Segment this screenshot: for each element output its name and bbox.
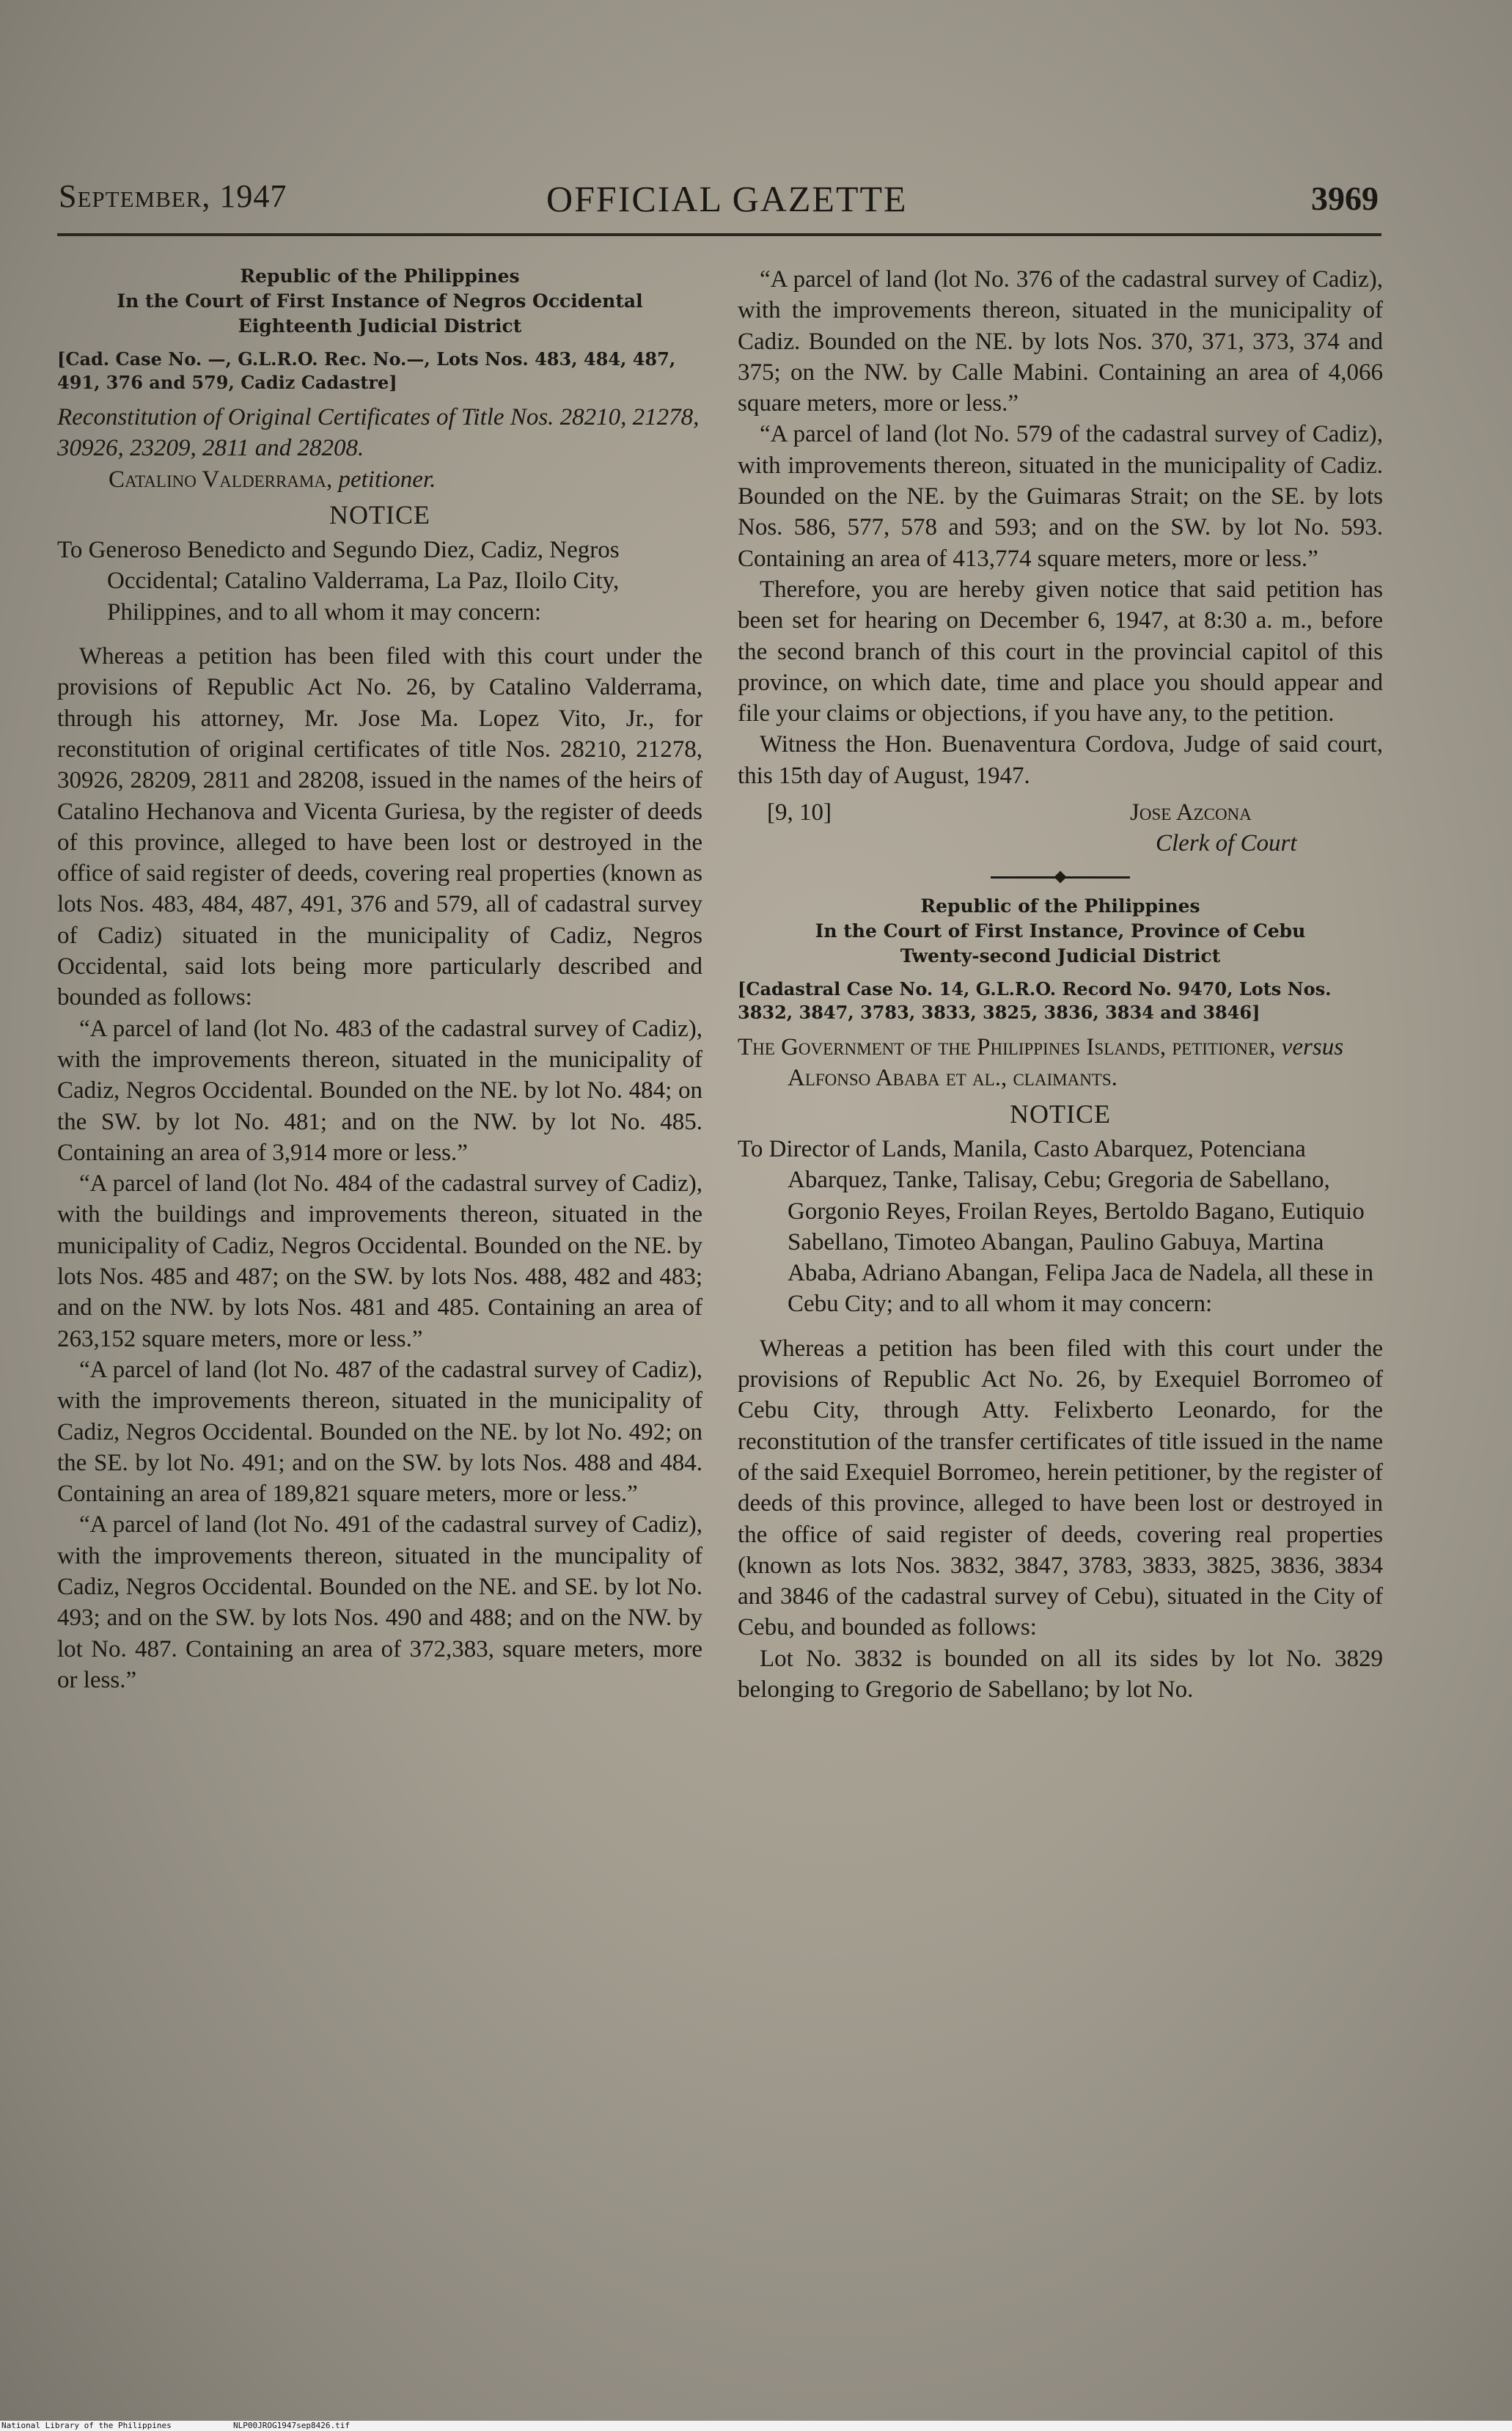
court-line: Republic of the Philippines	[240, 265, 520, 287]
court-line: Twenty-second Judicial District	[900, 945, 1221, 967]
paragraph: “A parcel of land (lot No. 579 of the cadastral survey of Cadiz), with improvements thereon, situated in the municipality of Cadiz. Bounded on the NE. by the Guimaras Strait; on the SE. by lots Nos. 586, 577, 578 and 593; and on the SW. by lot No. 593. Containing an area of 413,774 square meters, more or less.”	[738, 421, 1383, 572]
scan-footer	[0, 2421, 1512, 2431]
court-line: Eighteenth Judicial District	[238, 315, 522, 337]
paragraph: “A parcel of land (lot No. 484 of the cadastral survey of Cadiz), with the buildings and improvements thereon, situated in the municipality of Cadiz, Negros Occidental. Bounded on the NE. by lots Nos. 485 and 487; on the SW. by lots Nos. 488, 482 and 483; and on the NW. by lots Nos. 481 and 485. Containing an area of 263,152 square meters, more or less.”	[57, 1170, 702, 1352]
case-reference: [Cad. Case No. —, G.L.R.O. Rec. No.—, Lots Nos. 483, 484, 487, 491, 376 and 579, Cadiz Cadastre]	[57, 348, 676, 393]
paragraph: “A parcel of land (lot No. 376 of the cadastral survey of Cadiz), with the improvements thereon, situated in the municipality of Cadiz. Bounded on the NE. by lots Nos. 370, 371, 373, 374 and 375; on the NW. by Calle Mabini. Containing an area of 4,066 square meters, more or less.”	[738, 266, 1383, 417]
parties	[738, 1032, 1383, 1094]
divider-ornament	[1054, 871, 1067, 884]
court-heading	[57, 264, 702, 339]
clerk-name: Jose Azcona	[1130, 799, 1252, 826]
claimants-name: Alfonso Ababa et al.,	[788, 1065, 1008, 1092]
header-rule	[57, 233, 1381, 236]
versus-label: versus	[1281, 1034, 1344, 1061]
court-line: In the Court of First Instance of Negros Occidental	[117, 290, 643, 312]
header-date: September, 1947	[59, 178, 287, 214]
addressees: To Generoso Benedicto and Segundo Diez, Cadiz, Negros Occidental; Catalino Valderrama, La Paz, Iloilo City, Philippines, and to all whom it may concern:	[57, 537, 620, 626]
court-line: Republic of the Philippines	[920, 895, 1200, 917]
page-number: 3969	[1311, 180, 1379, 217]
issue-reference: [9, 10]	[767, 799, 832, 826]
petitioner-line	[109, 464, 702, 495]
paragraph: Witness the Hon. Buenaventura Cordova, Judge of said court, this 15th day of August, 1947.	[738, 731, 1383, 789]
right-column	[738, 264, 1383, 1705]
paragraph: Whereas a petition has been filed with this court under the provisions of Republic Act No. 26, by Exequiel Borromeo of Cebu City, through Atty. Felixberto Leonardo, for the reconstitution of the transfer certificates of title issued in the name of the said Exequiel Borromeo, herein petitioner, by the register of deeds of this province, alleged to have been lost or destroyed in the office of said register of deeds, covering real properties (known as lots Nos. 3832, 3847, 3783, 3833, 3825, 3836, 3834 and 3846 of the cadastral survey of Cebu), situated in the City of Cebu, and bounded as follows:	[738, 1335, 1383, 1641]
court-line: In the Court of First Instance, Province of Cebu	[815, 920, 1306, 942]
paragraph: Lot No. 3832 is bounded on all its sides by lot No. 3829 belonging to Gregorio de Sabellano; by lot No.	[738, 1645, 1383, 1703]
paragraph: Therefore, you are hereby given notice that said petition has been set for hearing on December 6, 1947, at 8:30 a. m., before the second branch of this court in the provincial capitol of this province, on which date, time and place you should appear and file your claims or objections, if you have any, to the petition.	[738, 576, 1383, 727]
left-column	[57, 264, 702, 1695]
header-title: OFFICIAL GAZETTE	[546, 178, 908, 219]
scan-filename: NLP00JROG1947sep8426.tif	[233, 2421, 350, 2430]
paragraph: “A parcel of land (lot No. 483 of the cadastral survey of Cadiz), with the improvements thereon, situated in the municipality of Cadiz, Negros Occidental. Bounded on the NE. by lot No. 484; on the SW. by lot No. 481; and on the NW. by lot No. 485. Containing an area of 3,914 more or less.”	[57, 1015, 702, 1166]
section-divider	[738, 865, 1383, 890]
court-heading-2	[738, 894, 1383, 969]
paragraph: “A parcel of land (lot No. 491 of the cadastral survey of Cadiz), with the improvements thereon, situated in the muncipality of Cadiz, Negros Occidental. Bounded on the NE. and SE. by lot No. 493; and on the SW. by lots Nos. 490 and 488; and on the NW. by lot No. 487. Containing an area of 372,383, square meters, more or less.”	[57, 1511, 702, 1693]
petitioner-label: petitioner,	[1172, 1034, 1276, 1061]
library-credit: National Library of the Philippines	[1, 2421, 172, 2430]
page-header	[59, 170, 1379, 221]
witness-signature	[738, 797, 1383, 860]
notice-heading-2: NOTICE	[1010, 1099, 1111, 1129]
paragraph: “A parcel of land (lot No. 487 of the cadastral survey of Cadiz), with the improvements thereon, situated in the municipality of Cadiz, Negros Occidental. Bounded on the NE. by lot No. 492; on the SE. by lot No. 491; and on the SW. by lots Nos. 488 and 484. Containing an area of 189,821 square meters, more or less.”	[57, 1356, 702, 1508]
paragraph: Whereas a petition has been filed with this court under the provisions of Republic Act No. 26, by Catalino Valderrama, through his attorney, Mr. Jose Ma. Lopez Vito, Jr., for reconstitution of original certificates of title Nos. 28210, 21278, 30926, 28209, 2811 and 28208, issued in the names of the heirs of Catalino Hechanova and Vicenta Guriesa, by the register of deeds of this province, alleged to have been lost or destroyed in the office of said register of deeds, covering real properties (known as lots Nos. 483, 484, 487, 491, 376 and 579, all of cadastral survey of Cadiz) situated in the municipality of Cadiz, Negros Occidental, said lots being more particularly described and bounded as follows:	[57, 643, 702, 1011]
petitioner-role: petitioner.	[338, 466, 436, 493]
claimants-label: claimants.	[1013, 1065, 1118, 1092]
clerk-title: Clerk of Court	[1156, 830, 1297, 857]
government-party: The Government of the Philippines Islands,	[738, 1034, 1167, 1061]
petitioner-name: Catalino Valderrama,	[109, 466, 333, 493]
addressees-2: To Director of Lands, Manila, Casto Abarquez, Potenciana Abarquez, Tanke, Talisay, Cebu; Gregoria de Sabellano, Gorgonio Reyes, Froilan Reyes, Bertoldo Bagano, Eutiquio Sabellano, Timoteo Abangan, Paulino Gabuya, Martina Ababa, Adriano Abangan, Felipa Jaca de Nadela, all these in Cebu City; and to all whom it may concern:	[738, 1135, 1374, 1318]
case-reference-2: [Cadastral Case No. 14, G.L.R.O. Record No. 9470, Lots Nos. 3832, 3847, 3783, 3833, 3825, 3836, 3834 and 3846]	[738, 978, 1332, 1024]
notice-heading: NOTICE	[329, 499, 430, 529]
reconstitution-title: Reconstitution of Original Certificates of Title Nos. 28210, 21278, 30926, 23209, 2811 and 28208.	[57, 404, 700, 462]
